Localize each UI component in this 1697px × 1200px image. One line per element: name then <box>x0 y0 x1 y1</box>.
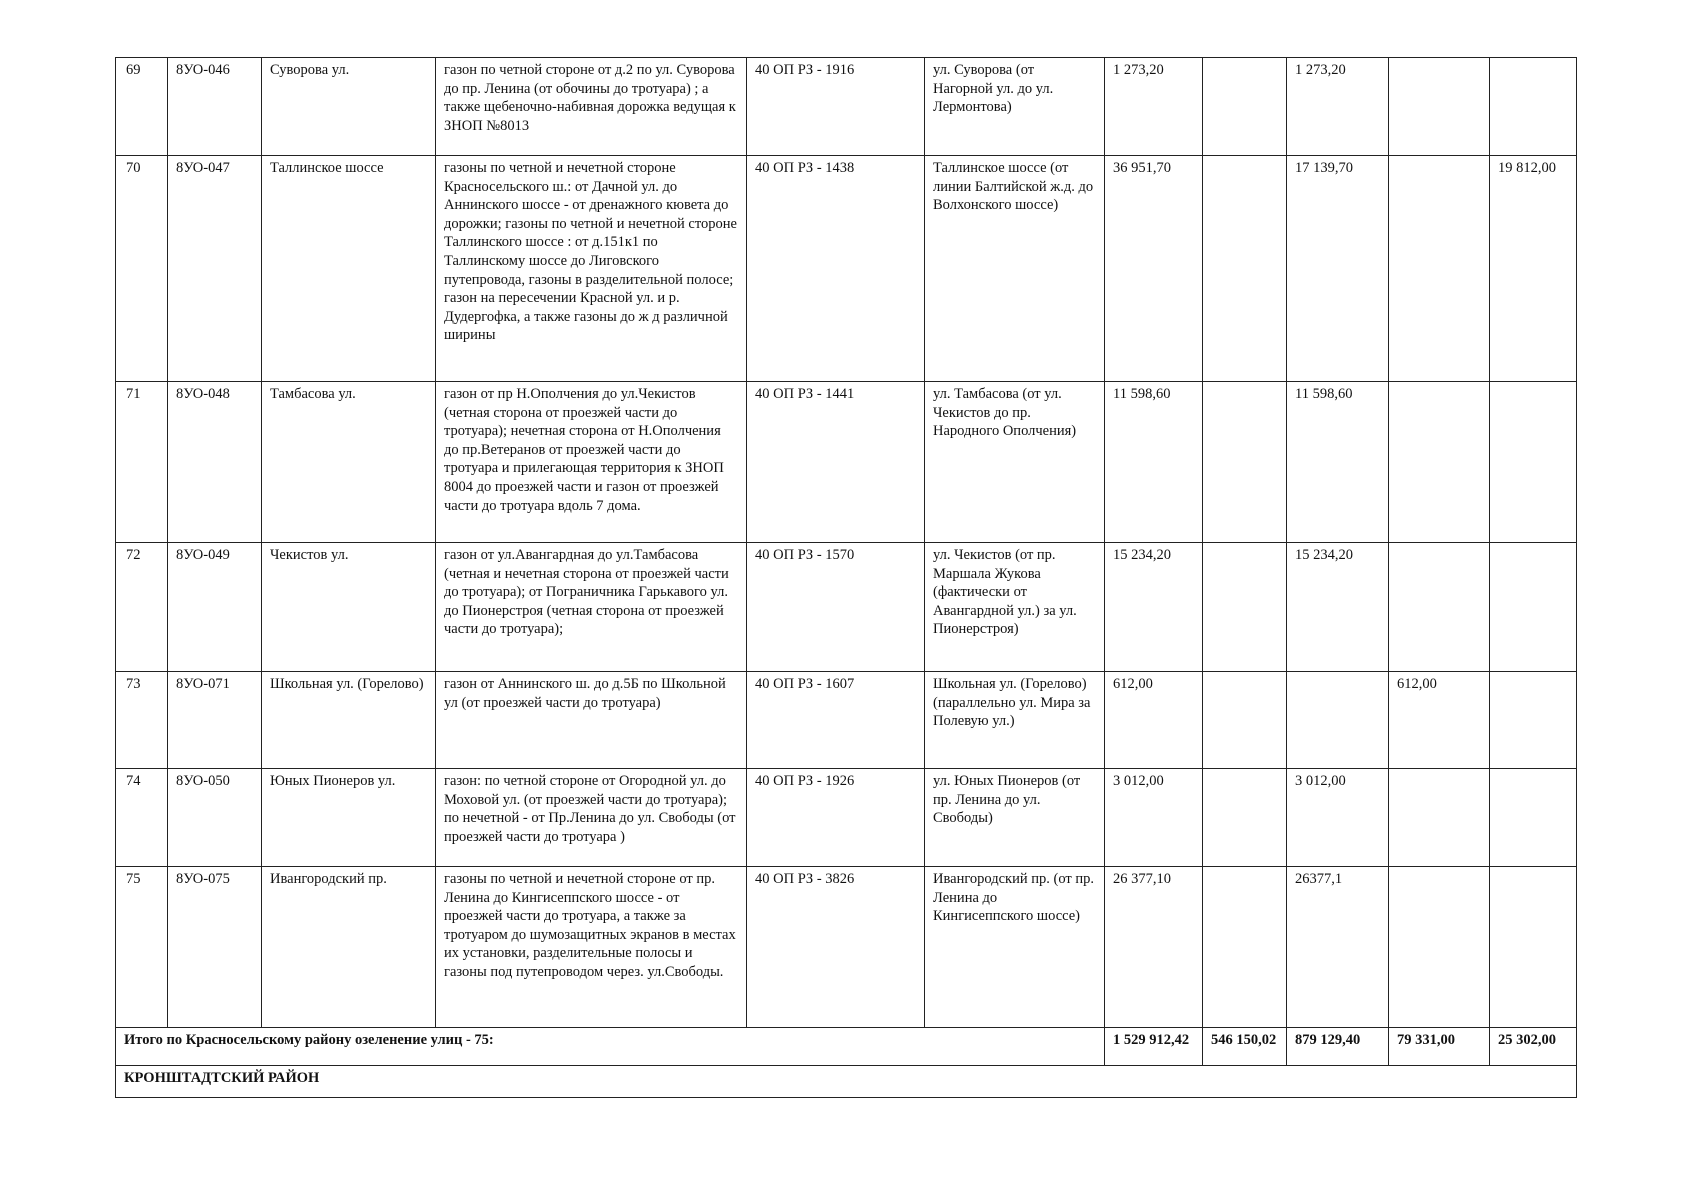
description: газон от ул.Авангардная до ул.Тамбасова (четная и нечетная сторона от проезжей части до тротуара); от Пограничника Гарькавого ул. до Пионерстроя (четная сторона от проезжей части до тротуара); <box>436 543 747 672</box>
area-col1 <box>1203 58 1287 156</box>
row-number: 73 <box>116 672 168 769</box>
area-col4 <box>1490 867 1577 1028</box>
description: газоны по четной и нечетной стороне Красносельского ш.: от Дачной ул. до Аннинского шоссе - от дренажного кювета до дорожки; газоны по четной и нечетной стороне Таллинского шоссе : от д.151к1 по Таллинскому шоссе до Лиговского путепровода, газоны в разделительной полосе; газон на пересечении Красной ул. и р. Дудергофка, а также газоны до ж д различной ширины <box>436 156 747 382</box>
area-total: 36 951,70 <box>1105 156 1203 382</box>
table-row <box>116 672 1577 769</box>
totals-row <box>116 1028 1577 1066</box>
boundaries: Таллинское шоссе (от линии Балтийской ж.д. до Волхонского шоссе) <box>925 156 1105 382</box>
object-code: 8УО-047 <box>168 156 262 382</box>
street-name: Юных Пионеров ул. <box>262 769 436 867</box>
description: газон от Аннинского ш. до д.5Б по Школьной ул (от проезжей части до тротуара) <box>436 672 747 769</box>
registry-number: 40 ОП РЗ - 1441 <box>747 382 925 543</box>
area-col3 <box>1389 382 1490 543</box>
street-name: Школьная ул. (Горелово) <box>262 672 436 769</box>
area-col2 <box>1287 672 1389 769</box>
row-number: 74 <box>116 769 168 867</box>
registry-number: 40 ОП РЗ - 1438 <box>747 156 925 382</box>
area-col3 <box>1389 867 1490 1028</box>
table-row <box>116 543 1577 672</box>
district-title: КРОНШТАДТСКИЙ РАЙОН <box>116 1066 1577 1098</box>
area-col3 <box>1389 543 1490 672</box>
boundaries: Ивангородский пр. (от пр. Ленина до Кингисеппского шоссе) <box>925 867 1105 1028</box>
description: газон от пр Н.Ополчения до ул.Чекистов (четная сторона от проезжей части до тротуара); нечетная сторона от Н.Ополчения до пр.Ветеранов от проезжей части до тротуара и прилегающая территория к ЗНОП 8004 до проезжей части и газон от проезжей части до тротуара вдоль 7 дома. <box>436 382 747 543</box>
table-row <box>116 58 1577 156</box>
boundaries: ул. Суворова (от Нагорной ул. до ул. Лермонтова) <box>925 58 1105 156</box>
area-total: 612,00 <box>1105 672 1203 769</box>
registry-number: 40 ОП РЗ - 3826 <box>747 867 925 1028</box>
area-col4 <box>1490 769 1577 867</box>
boundaries: ул. Тамбасова (от ул. Чекистов до пр. Народного Ополчения) <box>925 382 1105 543</box>
area-col2: 17 139,70 <box>1287 156 1389 382</box>
area-col1 <box>1203 672 1287 769</box>
area-col1 <box>1203 769 1287 867</box>
totals-total: 1 529 912,42 <box>1105 1028 1203 1066</box>
table-row <box>116 156 1577 382</box>
street-name: Тамбасова ул. <box>262 382 436 543</box>
row-number: 69 <box>116 58 168 156</box>
totals-label: Итого по Красносельскому району озеленение улиц - 75: <box>116 1028 1105 1066</box>
boundaries: ул. Юных Пионеров (от пр. Ленина до ул. Свободы) <box>925 769 1105 867</box>
registry-number: 40 ОП РЗ - 1607 <box>747 672 925 769</box>
area-col3 <box>1389 58 1490 156</box>
object-code: 8УО-050 <box>168 769 262 867</box>
totals-col4: 25 302,00 <box>1490 1028 1577 1066</box>
area-col4: 19 812,00 <box>1490 156 1577 382</box>
description: газоны по четной и нечетной стороне от пр. Ленина до Кингисеппского шоссе - от проезжей части до тротуара, а также за тротуаром до шумозащитных экранов в местах их установки, разделительные полосы и газоны под путепроводом через. ул.Свободы. <box>436 867 747 1028</box>
area-col1 <box>1203 382 1287 543</box>
totals-col3: 79 331,00 <box>1389 1028 1490 1066</box>
registry-number: 40 ОП РЗ - 1570 <box>747 543 925 672</box>
area-col2: 26377,1 <box>1287 867 1389 1028</box>
table-row <box>116 382 1577 543</box>
totals-col1: 546 150,02 <box>1203 1028 1287 1066</box>
street-name: Суворова ул. <box>262 58 436 156</box>
district-header-row <box>116 1066 1577 1098</box>
area-col4 <box>1490 58 1577 156</box>
totals-col2: 879 129,40 <box>1287 1028 1389 1066</box>
description: газон по четной стороне от д.2 по ул. Суворова до пр. Ленина (от обочины до тротуара) ; а также щебеночно-набивная дорожка ведущая к ЗНОП №8013 <box>436 58 747 156</box>
area-col2: 1 273,20 <box>1287 58 1389 156</box>
green-areas-table <box>115 57 1577 1098</box>
area-total: 3 012,00 <box>1105 769 1203 867</box>
area-col1 <box>1203 543 1287 672</box>
row-number: 72 <box>116 543 168 672</box>
object-code: 8УО-071 <box>168 672 262 769</box>
object-code: 8УО-048 <box>168 382 262 543</box>
area-col1 <box>1203 156 1287 382</box>
row-number: 71 <box>116 382 168 543</box>
boundaries: ул. Чекистов (от пр. Маршала Жукова (фактически от Авангардной ул.) за ул. Пионерстроя) <box>925 543 1105 672</box>
area-total: 1 273,20 <box>1105 58 1203 156</box>
street-name: Ивангородский пр. <box>262 867 436 1028</box>
registry-number: 40 ОП РЗ - 1926 <box>747 769 925 867</box>
area-col2: 3 012,00 <box>1287 769 1389 867</box>
area-col2: 11 598,60 <box>1287 382 1389 543</box>
registry-number: 40 ОП РЗ - 1916 <box>747 58 925 156</box>
table-row <box>116 867 1577 1028</box>
table-row <box>116 769 1577 867</box>
area-total: 15 234,20 <box>1105 543 1203 672</box>
area-col2: 15 234,20 <box>1287 543 1389 672</box>
document-table-sheet <box>115 57 1576 1098</box>
area-total: 26 377,10 <box>1105 867 1203 1028</box>
row-number: 70 <box>116 156 168 382</box>
boundaries: Школьная ул. (Горелово) (параллельно ул. Мира за Полевую ул.) <box>925 672 1105 769</box>
description: газон: по четной стороне от Огородной ул. до Моховой ул. (от проезжей части до тротуара); по нечетной - от Пр.Ленина до ул. Свободы (от проезжей части до тротуара ) <box>436 769 747 867</box>
area-col4 <box>1490 672 1577 769</box>
row-number: 75 <box>116 867 168 1028</box>
area-col3 <box>1389 156 1490 382</box>
street-name: Таллинское шоссе <box>262 156 436 382</box>
object-code: 8УО-075 <box>168 867 262 1028</box>
area-col4 <box>1490 382 1577 543</box>
object-code: 8УО-049 <box>168 543 262 672</box>
street-name: Чекистов ул. <box>262 543 436 672</box>
area-col3: 612,00 <box>1389 672 1490 769</box>
object-code: 8УО-046 <box>168 58 262 156</box>
area-col3 <box>1389 769 1490 867</box>
area-col1 <box>1203 867 1287 1028</box>
area-col4 <box>1490 543 1577 672</box>
area-total: 11 598,60 <box>1105 382 1203 543</box>
